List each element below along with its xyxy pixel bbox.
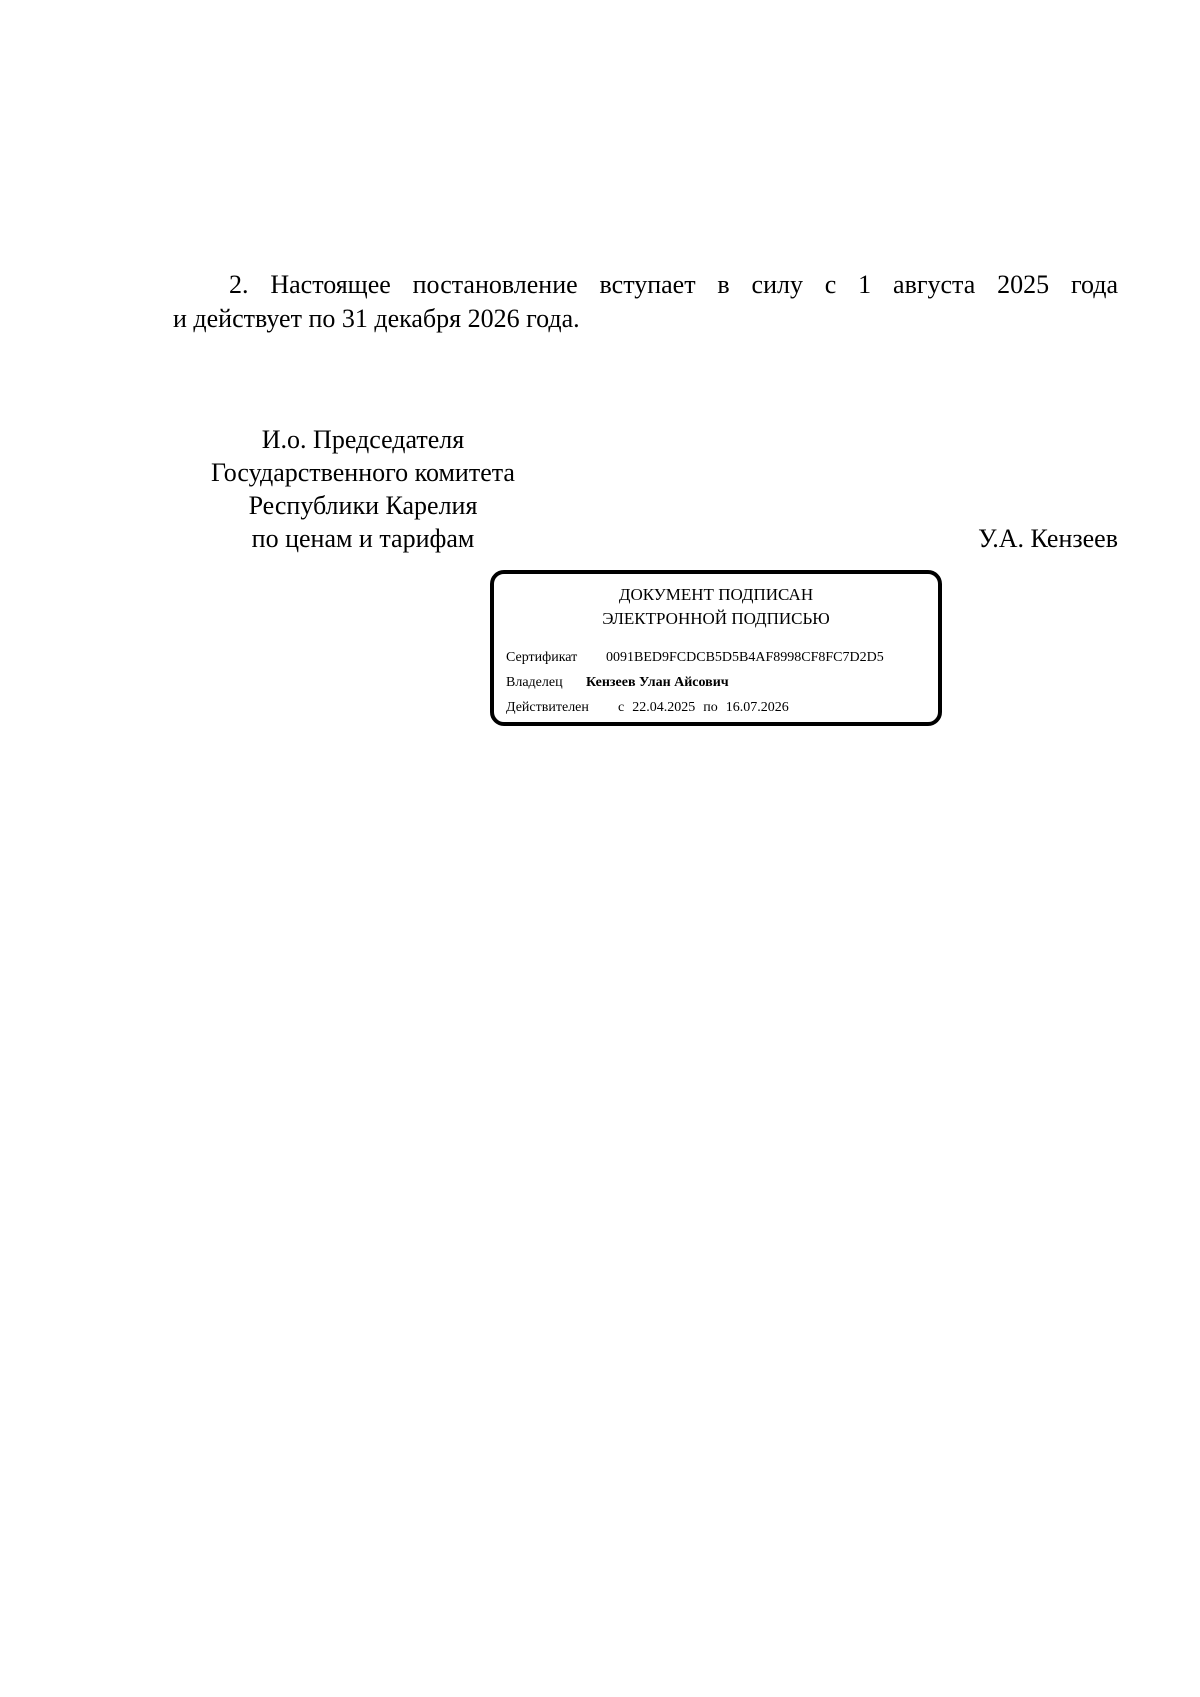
owner-value: Кензеев Улан Айсович (586, 675, 729, 690)
paragraph-line-2: и действует по 31 декабря 2026 года. (173, 304, 580, 333)
stamp-validity-row (506, 699, 797, 717)
stamp-certificate-row (506, 649, 884, 667)
signer-position-line-2: Государственного комитета (211, 458, 515, 487)
stamp-title-line-1: ДОКУМЕНТ ПОДПИСАН (618, 585, 814, 604)
valid-label: Действителен (506, 700, 589, 715)
certificate-value: 0091BED9FCDCB5D5B4AF8998CF8FC7D2D5 (606, 650, 884, 665)
signer-position-line-1: И.о. Председателя (261, 425, 465, 454)
effective-date-paragraph (173, 268, 1118, 336)
stamp-title (494, 583, 938, 631)
valid-to-prefix: по (703, 700, 718, 715)
signer-position-line-4: по ценам и тарифам (251, 524, 475, 553)
signer-position-line-3: Республики Карелия (248, 491, 478, 520)
stamp-title-line-2: ЭЛЕКТРОННОЙ ПОДПИСЬЮ (602, 609, 830, 628)
paragraph-line-1: 2. Настоящее постановление вступает в силу с 1 августа 2025 года (229, 270, 1118, 299)
owner-label: Владелец (506, 675, 563, 690)
valid-from-prefix: с (618, 700, 625, 715)
signer-name: У.А. Кензеев (978, 524, 1118, 553)
stamp-owner-row (506, 674, 729, 692)
electronic-signature-stamp (490, 570, 942, 726)
valid-from: 22.04.2025 (632, 700, 696, 715)
certificate-label: Сертификат (506, 650, 578, 665)
valid-to: 16.07.2026 (725, 700, 789, 715)
signer-position (173, 423, 553, 555)
